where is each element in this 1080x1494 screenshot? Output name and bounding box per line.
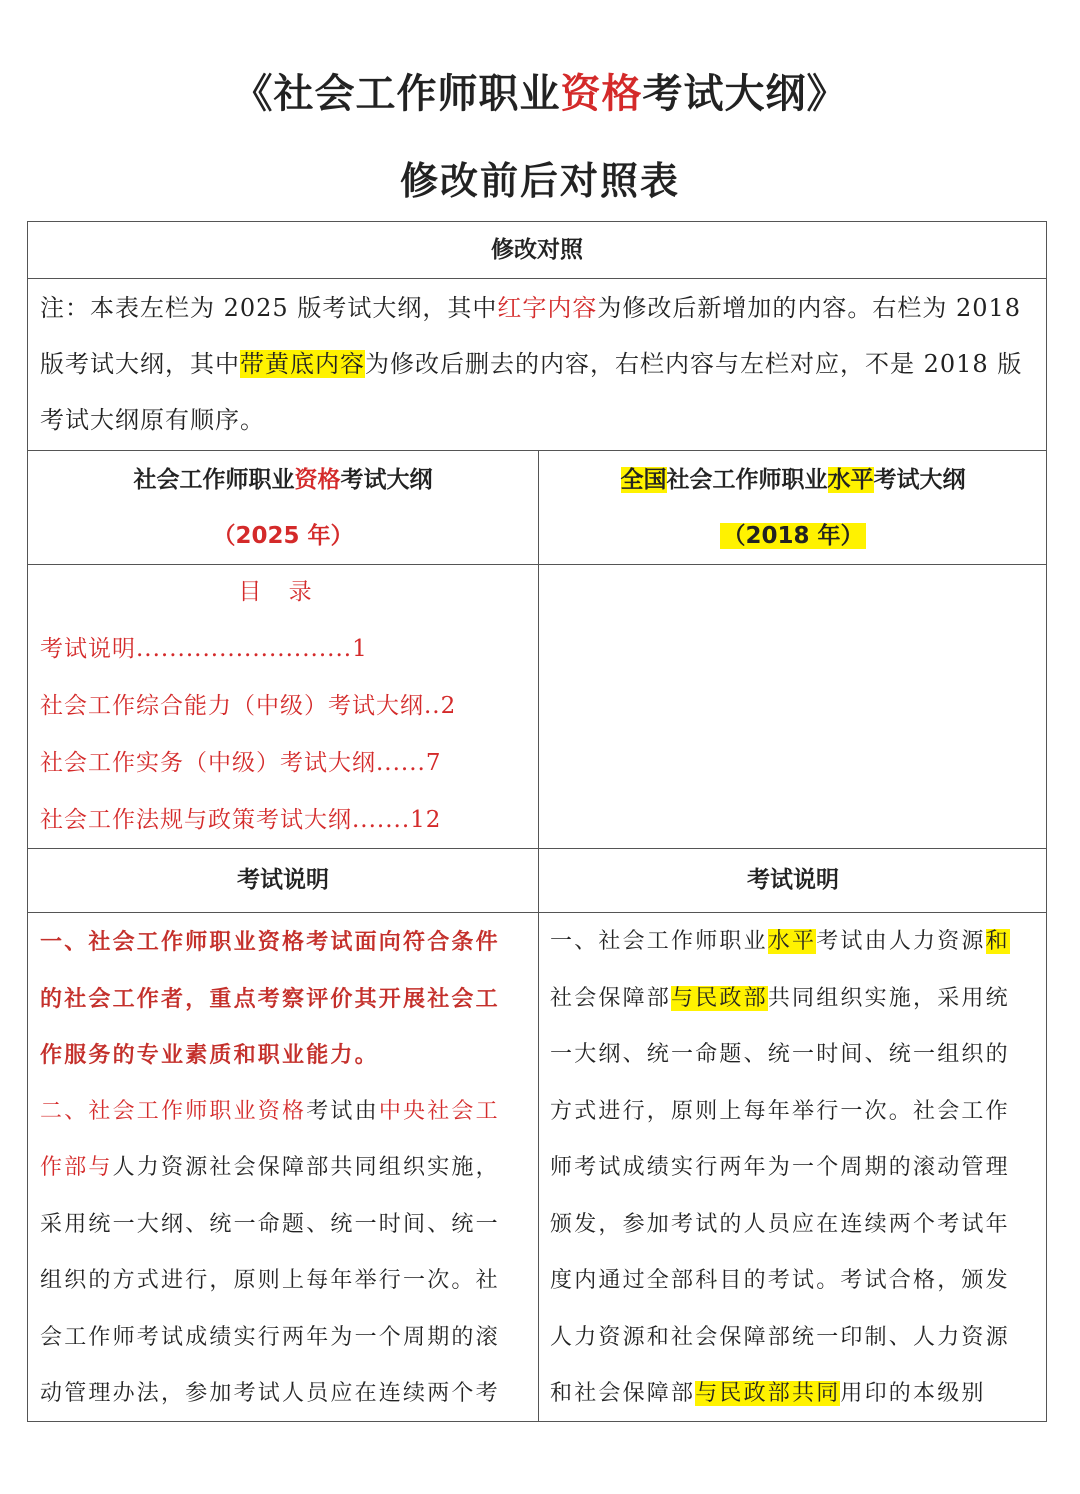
- right-line: 社会保障部与民政部共同组织实施，采用统: [550, 985, 1010, 1011]
- right-column-year: （2018 年）: [722, 523, 864, 549]
- right-line: 度内通过全部科目的考试。考试合格，颁发: [550, 1268, 1010, 1293]
- title-text: 《社会工作师职业: [232, 71, 561, 117]
- toc-item: 社会工作法规与政策考试大纲.......12: [40, 807, 442, 833]
- left-line: 一、社会工作师职业资格考试面向符合条件: [40, 929, 500, 955]
- toc-item: 社会工作实务（中级）考试大纲......7: [40, 750, 442, 776]
- right-line: 一、社会工作师职业水平考试由人力资源和: [550, 929, 1010, 954]
- left-column-title: 社会工作师职业资格考试大纲: [133, 467, 433, 493]
- title-red-text: 资格: [560, 71, 643, 117]
- right-line: 和社会保障部与民政部共同用印的本级别: [550, 1381, 986, 1406]
- column-divider: [538, 450, 539, 1422]
- left-line: 作服务的专业素质和职业能力。: [40, 1042, 379, 1068]
- row-divider: [28, 450, 1046, 451]
- left-line: 作部与人力资源社会保障部共同组织实施，: [40, 1155, 500, 1180]
- left-column-year: （2025 年）: [212, 523, 354, 549]
- right-line: 一大纲、统一命题、统一时间、统一组织的: [550, 1042, 1010, 1067]
- right-line: 颁发，参加考试的人员应在连续两个考试年: [550, 1211, 1010, 1237]
- right-body-text: [550, 914, 1038, 1423]
- left-section-header: 考试说明: [237, 867, 329, 893]
- right-line: 师考试成绩实行两年为一个周期的滚动管理: [550, 1155, 1010, 1180]
- right-column-header: [538, 452, 1048, 564]
- note-red-text: 红字内容: [497, 294, 598, 322]
- left-column-header: [28, 452, 538, 564]
- toc-item: 社会工作综合能力（中级）考试大纲..2: [40, 693, 457, 719]
- left-line: 的社会工作者，重点考察评价其开展社会工: [40, 985, 500, 1012]
- left-line: 二、社会工作师职业资格考试由中央社会工: [40, 1098, 500, 1124]
- document-title: [0, 62, 1080, 119]
- toc-heading: 目 录: [238, 579, 322, 605]
- row-divider: [28, 912, 1046, 913]
- right-column-title: 全国社会工作师职业水平考试大纲: [620, 467, 966, 493]
- document-subtitle: 修改前后对照表: [399, 159, 680, 203]
- table-note: 注：本表左栏为 2025 版考试大纲，其中红字内容为修改后新增加的内容。右栏为 2018 版考试大纲，其中带黄底内容为修改后删去的内容，右栏内容与左栏对应，不是 2018 版考试大纲原有顺序。: [40, 294, 1023, 434]
- left-body-text: [40, 914, 528, 1423]
- comparison-table: [27, 221, 1047, 1422]
- table-of-contents: [40, 564, 520, 849]
- left-line: 会工作师考试成绩实行两年为一个周期的滚: [40, 1324, 500, 1350]
- left-line: 动管理办法，参加考试人员应在连续两个考: [40, 1381, 500, 1406]
- title-text-end: 考试大纲》: [642, 71, 848, 117]
- right-line: 人力资源和社会保障部统一印制、人力资源: [550, 1324, 1010, 1350]
- row-divider: [28, 278, 1046, 279]
- left-line: 组织的方式进行，原则上每年举行一次。社: [40, 1268, 500, 1293]
- toc-item: 考试说明..........................1: [40, 636, 368, 662]
- note-highlighted-text: 带黄底内容: [240, 350, 365, 378]
- table-header: 修改对照: [491, 237, 583, 263]
- left-line: 采用统一大纲、统一命题、统一时间、统一: [40, 1211, 500, 1237]
- right-line: 方式进行，原则上每年举行一次。社会工作: [550, 1098, 1010, 1124]
- right-section-header: 考试说明: [747, 867, 839, 893]
